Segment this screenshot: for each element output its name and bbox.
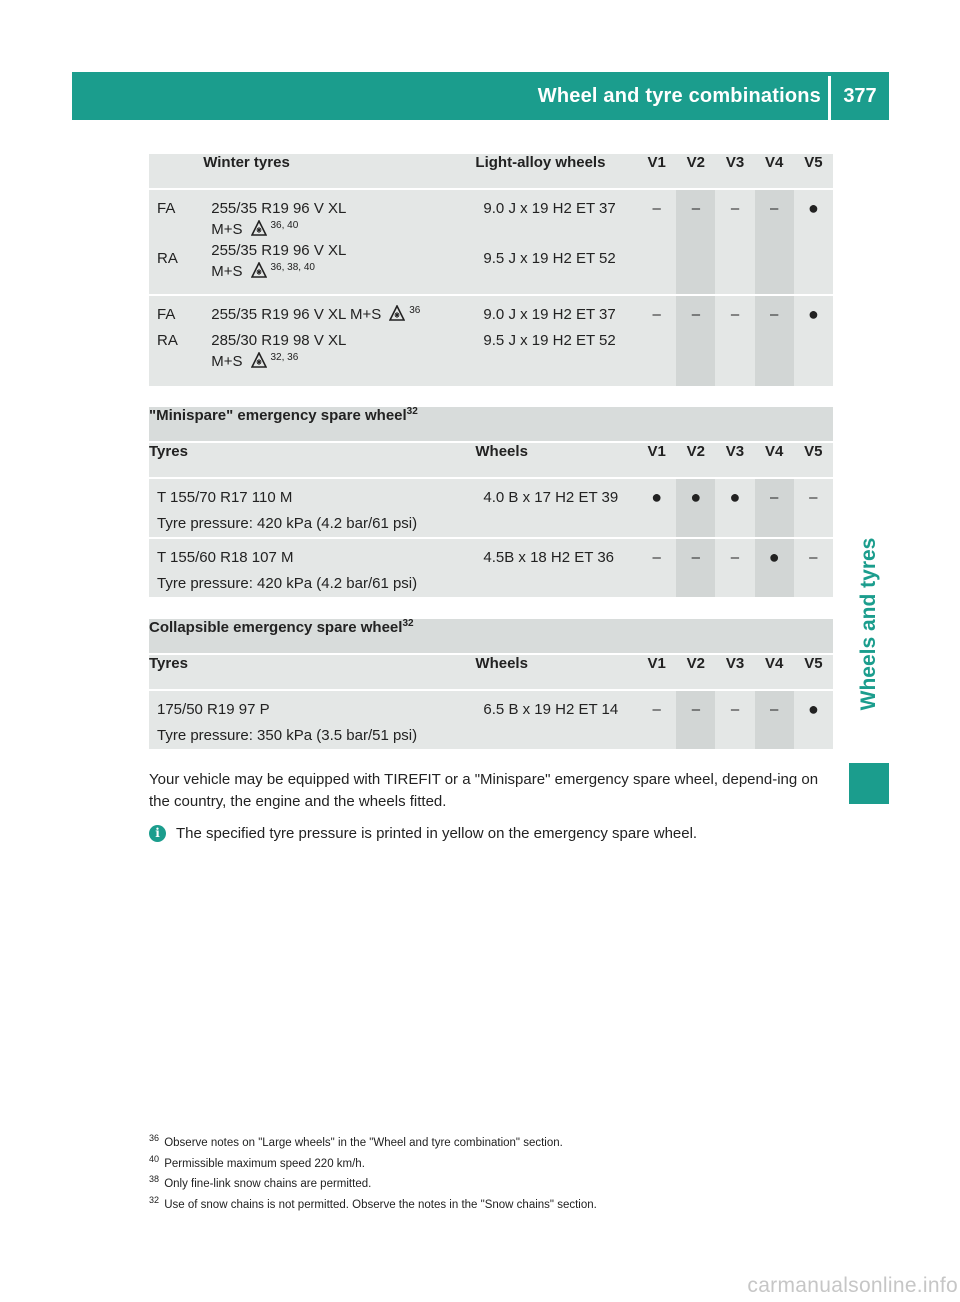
table-row xyxy=(149,691,833,749)
info-note xyxy=(149,823,839,845)
wheel-cell xyxy=(475,190,637,294)
footnote-ref: 36 xyxy=(409,305,421,316)
footnote-ref: 36, 38, 40 xyxy=(270,262,315,273)
variant-cell xyxy=(715,296,754,386)
table-title-text: Collapsible emergency spare wheel xyxy=(149,619,403,636)
table-title-row xyxy=(149,619,833,653)
table-row xyxy=(149,296,833,386)
tyre-size: T 155/70 R17 110 M xyxy=(157,489,293,506)
variant-cell xyxy=(637,539,676,597)
column-header: Winter tyres xyxy=(203,154,475,188)
variant-cell xyxy=(755,190,794,294)
tyre-cell xyxy=(203,296,475,386)
column-header: Tyres xyxy=(149,443,475,477)
table-title xyxy=(149,619,833,653)
watermark: carmanualsonline.info xyxy=(747,1274,958,1297)
chapter-tab-label: Wheels and tyres xyxy=(857,537,880,711)
chapter-marker xyxy=(849,763,889,804)
footnote-text: Observe notes on "Large wheels" in the "Wheel and tyre combination" section. xyxy=(164,1137,563,1149)
column-header: Wheels xyxy=(475,655,637,689)
variant-mark: – xyxy=(769,489,779,506)
table-header-row xyxy=(149,154,833,188)
tyre-marking: M+S xyxy=(211,221,243,238)
variant-cell xyxy=(794,190,833,294)
column-header: V3 xyxy=(715,655,754,689)
wheel-size: 9.5 J x 19 H2 ET 52 xyxy=(483,250,616,267)
tyre-marking: M+S xyxy=(211,353,243,370)
variant-cell xyxy=(715,190,754,294)
axle-cell xyxy=(149,190,203,294)
wheel-cell xyxy=(475,539,637,597)
variant-cell xyxy=(637,479,676,537)
column-header: V2 xyxy=(676,154,715,188)
column-header: V1 xyxy=(637,443,676,477)
body-paragraph: Your vehicle may be equipped with TIREFIT or a "Minispare" emergency spare wheel, depend-ing on the country, the engine and the wheels fitted. xyxy=(149,771,819,810)
tyre-pressure: Tyre pressure: 420 kPa (4.2 bar/61 psi) xyxy=(157,515,418,532)
tyre-marking: M+S xyxy=(211,263,243,280)
variant-mark: – xyxy=(691,200,701,217)
tyre-cell xyxy=(203,190,475,294)
footnote-number: 32 xyxy=(149,1194,160,1205)
table-row xyxy=(149,539,833,597)
table-title xyxy=(149,407,833,441)
variant-mark: – xyxy=(691,306,701,323)
tyre-pressure: Tyre pressure: 420 kPa (4.2 bar/61 psi) xyxy=(157,575,418,592)
footnote xyxy=(149,1133,597,1154)
variant-cell xyxy=(637,691,676,749)
column-header: V5 xyxy=(794,154,833,188)
tyre-size: T 155/60 R18 107 M xyxy=(157,549,294,566)
tyre-size: 175/50 R19 97 P xyxy=(157,701,270,718)
variant-cell xyxy=(755,479,794,537)
minispare-table xyxy=(149,405,833,599)
variant-cell xyxy=(676,296,715,386)
info-note-text: The specified tyre pressure is printed in yellow on the emergency spare wheel. xyxy=(176,825,698,842)
variant-cell xyxy=(794,296,833,386)
footnote-text: Permissible maximum speed 220 km/h. xyxy=(164,1157,365,1170)
variant-mark: – xyxy=(730,306,740,323)
table-header-row xyxy=(149,655,833,689)
column-header: V4 xyxy=(755,443,794,477)
wheel-size: 9.0 J x 19 H2 ET 37 xyxy=(483,200,616,217)
wheel-size: 9.0 J x 19 H2 ET 37 xyxy=(483,306,616,323)
variant-cell xyxy=(676,479,715,537)
section-title: Wheel and tyre combinations xyxy=(537,85,821,107)
wheel-size: 4.0 B x 17 H2 ET 39 xyxy=(483,489,619,506)
column-header: V3 xyxy=(715,154,754,188)
wheel-size: 9.5 J x 19 H2 ET 52 xyxy=(483,332,616,349)
table-header-row xyxy=(149,443,833,477)
variant-mark: ● xyxy=(807,304,819,324)
footnote-number: 38 xyxy=(149,1174,160,1185)
footnote-number: 36 xyxy=(149,1133,160,1144)
column-header: V4 xyxy=(755,154,794,188)
column-header: V2 xyxy=(676,443,715,477)
wheel-cell xyxy=(475,296,637,386)
column-header: V1 xyxy=(637,154,676,188)
footnote-text: Only fine-link snow chains are permitted. xyxy=(164,1178,372,1190)
variant-mark: – xyxy=(770,200,779,217)
footnote-ref: 36, 40 xyxy=(270,220,299,231)
footnote-ref: 32, 36 xyxy=(270,352,299,363)
variant-cell xyxy=(755,691,794,749)
wheel-cell xyxy=(475,479,637,537)
variant-cell xyxy=(676,539,715,597)
tyre-pressure: Tyre pressure: 350 kPa (3.5 bar/51 psi) xyxy=(157,727,418,744)
variant-mark: – xyxy=(652,701,661,718)
variant-cell xyxy=(794,691,833,749)
variant-mark: – xyxy=(652,549,661,566)
variant-mark: ● xyxy=(807,699,819,719)
variant-mark: – xyxy=(691,701,701,718)
footnote xyxy=(149,1195,597,1216)
variant-mark: – xyxy=(691,549,700,566)
tyre-cell xyxy=(149,691,475,749)
footnote-number: 40 xyxy=(149,1153,160,1164)
variant-cell xyxy=(715,691,754,749)
table-row xyxy=(149,479,833,537)
footnote-ref: 32 xyxy=(402,618,414,629)
variant-cell xyxy=(676,691,715,749)
column-header: V1 xyxy=(637,655,676,689)
variant-cell xyxy=(676,190,715,294)
tyre-cell xyxy=(149,479,475,537)
variant-mark: ● xyxy=(768,547,780,567)
page-number: 377 xyxy=(843,85,877,107)
variant-mark: ● xyxy=(729,487,741,507)
variant-mark: – xyxy=(770,306,779,323)
column-header xyxy=(149,154,203,188)
axle-label: RA xyxy=(157,250,178,267)
column-header: V3 xyxy=(715,443,754,477)
variant-cell xyxy=(755,296,794,386)
snowflake-mountain-icon xyxy=(389,305,405,321)
footnote-ref: 32 xyxy=(406,406,418,417)
variant-cell xyxy=(715,539,754,597)
variant-mark: ● xyxy=(690,487,702,507)
column-header: V5 xyxy=(794,655,833,689)
variant-cell xyxy=(637,190,676,294)
wheel-size: 4.5B x 18 H2 ET 36 xyxy=(483,549,615,566)
footnote xyxy=(149,1154,597,1175)
variant-mark: – xyxy=(730,701,740,718)
variant-mark: – xyxy=(652,200,661,217)
axle-label: RA xyxy=(157,332,178,349)
table-title-row xyxy=(149,407,833,441)
variant-cell xyxy=(794,539,833,597)
variant-mark: – xyxy=(730,549,740,566)
variant-mark: – xyxy=(809,549,818,566)
variant-cell xyxy=(794,479,833,537)
column-header: Wheels xyxy=(475,443,637,477)
column-header: V4 xyxy=(755,655,794,689)
axle-label: FA xyxy=(157,306,176,323)
variant-mark: – xyxy=(809,489,818,506)
wheel-cell xyxy=(475,691,637,749)
body-text xyxy=(149,769,839,845)
snowflake-mountain-icon xyxy=(251,352,267,368)
variant-cell xyxy=(715,479,754,537)
axle-label: FA xyxy=(157,200,176,217)
variant-mark: – xyxy=(730,200,740,217)
collapsible-spare-table xyxy=(149,617,833,751)
column-header: V2 xyxy=(676,655,715,689)
header-bar xyxy=(72,72,889,120)
variant-cell xyxy=(755,539,794,597)
snowflake-mountain-icon xyxy=(251,262,267,278)
table-title-text: "Minispare" emergency spare wheel xyxy=(149,407,407,424)
snowflake-mountain-icon xyxy=(251,220,267,236)
column-header: Light-alloy wheels xyxy=(475,154,637,188)
tyre-size: 255/35 R19 96 V XL xyxy=(211,200,347,217)
footnote-text: Use of snow chains is not permitted. Observe the notes in the "Snow chains" section. xyxy=(164,1198,597,1211)
winter-tyres-table xyxy=(149,152,833,388)
tyre-cell xyxy=(149,539,475,597)
info-icon: i xyxy=(149,825,166,842)
axle-cell xyxy=(149,296,203,386)
wheel-size: 6.5 B x 19 H2 ET 14 xyxy=(483,701,619,718)
footnotes xyxy=(149,1133,597,1215)
variant-mark: ● xyxy=(651,487,663,507)
variant-mark: ● xyxy=(807,198,819,218)
chapter-tab xyxy=(849,492,889,756)
variant-cell xyxy=(637,296,676,386)
tyre-size: 285/30 R19 98 V XL xyxy=(211,332,347,349)
variant-mark: – xyxy=(652,306,661,323)
tyre-size: 255/35 R19 96 V XL xyxy=(211,242,347,259)
footnote xyxy=(149,1174,597,1195)
column-header: V5 xyxy=(794,443,833,477)
tyre-size: 255/35 R19 96 V XL M+S xyxy=(211,306,382,323)
column-header: Tyres xyxy=(149,655,475,689)
variant-mark: – xyxy=(770,701,779,718)
table-row xyxy=(149,190,833,294)
